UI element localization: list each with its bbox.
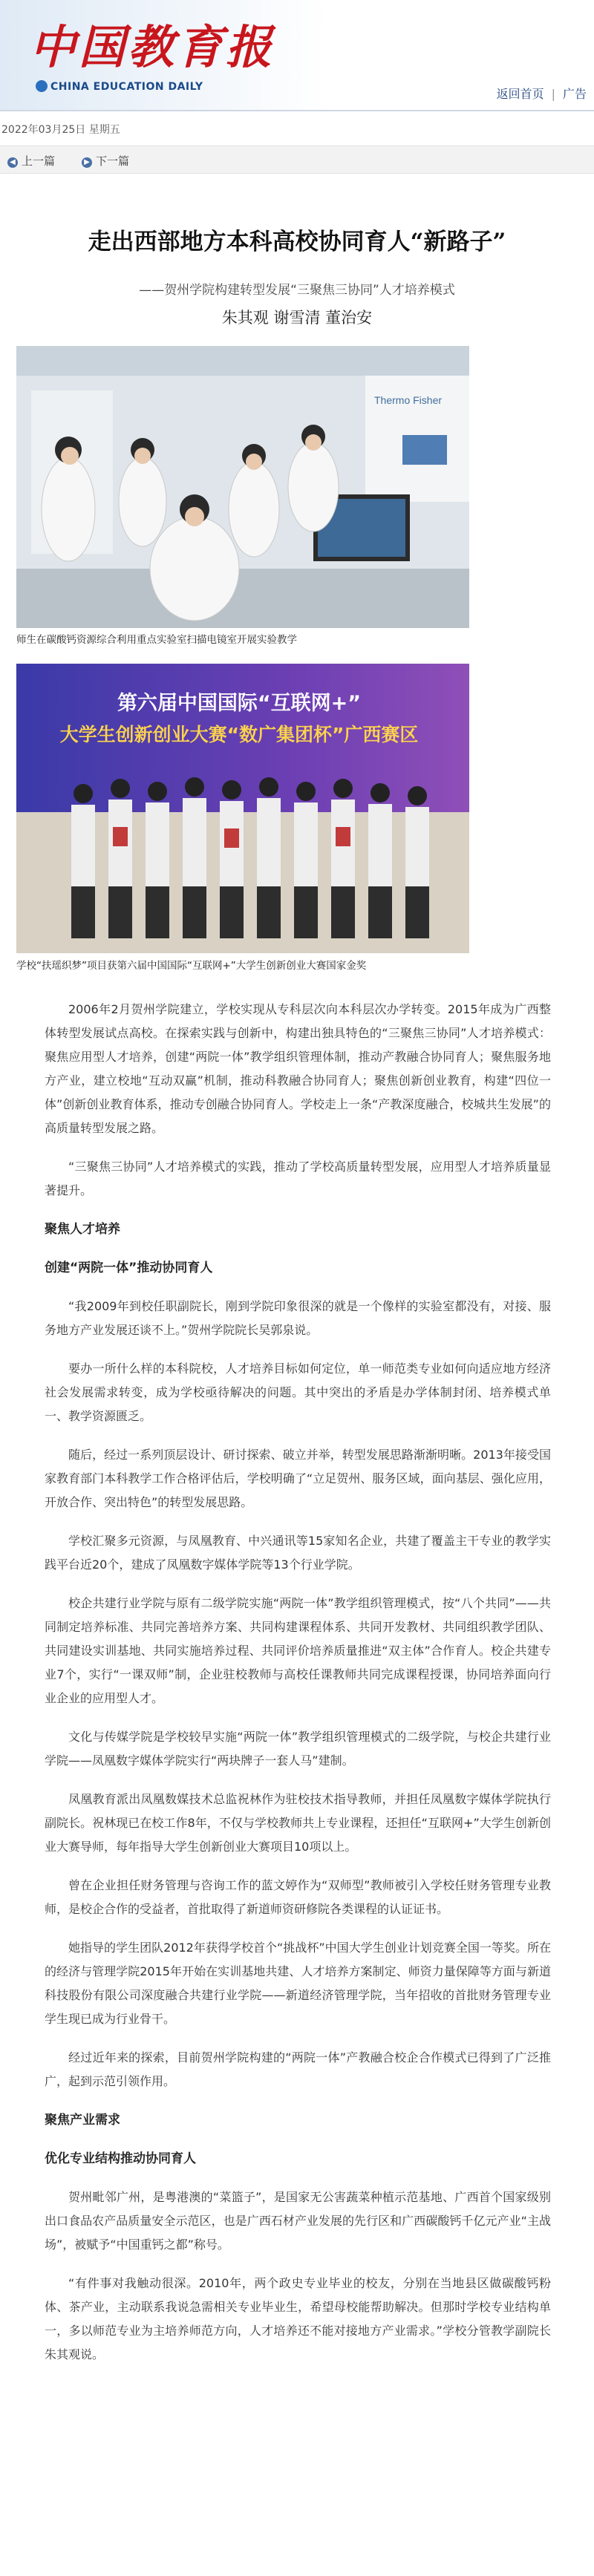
article-pager [0, 146, 594, 174]
prev-label: 上一篇 [22, 154, 56, 168]
lab-photo [16, 346, 469, 628]
paragraph: 凤凰教育派出凤凰数媒技术总监祝林作为驻校技术指导教师，并担任凤凰数字媒体学院执行副院长。祝林现已在校工作8年，不仅与学校教师共上专业课程，还担任“互联网+”大学生创新创业大赛导师，每年指导大学生创新创业大赛项目10项以上。 [45, 1792, 551, 1854]
globe-icon [36, 80, 48, 92]
article-authors: 朱其观 谢雪清 董治安 [221, 309, 373, 327]
paragraph: 学校汇聚多元资源，与凤凰教育、中兴通讯等15家知名企业，共建了覆盖主干专业的教学实践平台近20个，建成了凤凰数字媒体学院等13个行业学院。 [45, 1534, 551, 1572]
logo-en-text: CHINA EDUCATION DAILY [50, 81, 203, 93]
paragraph: “有件事对我触动很深。2010年，两个政史专业毕业的校友，分别在当地县区做碳酸钙粉体、茶产业，主动联系我说急需相关专业毕业生，希望母校能帮助解决。但那时学校专业结构单一，多以师范专业为主培养师范方向，人才培养还不能对接地方产业需求。”学校分管教学副院长朱其观说。 [45, 2276, 551, 2361]
paragraph: 曾在企业担任财务管理与咨询工作的蓝文婷作为“双师型”教师被引入学校任财务管理专业教师，是校企合作的受益者，首批取得了新道师资研修院各类课程的认证证书。 [45, 1878, 551, 1916]
banner-line2: 大学生创新创业大赛“数广集团杯”广西赛区 [59, 724, 419, 745]
newspaper-logo[interactable]: 中国教育报 [30, 20, 275, 74]
top-nav [497, 85, 587, 102]
paragraph: 2006年2月贺州学院建立，学校实现从专科层次向本科层次办学转变。2015年成为广西整体转型发展试点高校。在探索实践与创新中，构建出独具特色的“三聚焦三协同”人才培养模式：聚焦应用型人才培养，创建“两院一体”教学组织管理体制，推动产教融合协同育人；聚焦服务地方产业，建立校地“互动双赢”机制，推动科教融合协同育人；聚焦创新创业教育，构建“四位一体”创新创业教育体系，推动专创融合协同育人。学校走上一条“产教深度融合，校城共生发展”的高质量转型发展之路。 [45, 1002, 551, 1135]
newspaper-logo-english [36, 80, 203, 93]
nav-separator: | [551, 87, 555, 101]
paragraph: 文化与传媒学院是学校较早实施“两院一体”教学组织管理模式的二级学院，与校企共建行业学院——凤凰数字媒体学院实行“两块牌子一套人马”建制。 [45, 1730, 551, 1768]
banner-line1: 第六届中国国际“互联网+” [117, 692, 362, 715]
paragraph: 校企共建行业学院与原有二级学院实施“两院一体”教学组织管理模式，按“八个共同”——共同制定培养标准、共同完善培养方案、共同构建课程体系、共同开发教材、共同组织教学团队、共同建设实训基地、共同实施培养过程、共同评价培养质量推进“双主体”合作育人。校企共建专业7个，实行“一课双师”制，企业驻校教师与高校任课教师共同完成课程授课，协同培养面向行业企业的应用型人才。 [45, 1596, 551, 1705]
issue-date: 2022年03月25日 星期五 [1, 124, 120, 136]
paragraph: 要办一所什么样的本科院校，人才培养目标如何定位，单一师范类专业如何向适应地方经济社会发展需求转变，成为学校亟待解决的问题。其中突出的矛盾是办学体制封闭、培养模式单一、教学资源匮乏。 [45, 1361, 551, 1423]
masthead [0, 0, 594, 111]
paragraph: 经过近年来的探索，目前贺州学院构建的“两院一体”产教融合校企合作模式已得到了广泛推广，起到示范引领作用。 [45, 2050, 551, 2088]
arrow-right-icon: ▶ [82, 157, 92, 168]
section2-heading: 聚焦产业需求 [45, 2113, 120, 2128]
home-link[interactable]: 返回首页 [496, 87, 544, 101]
award-photo [16, 664, 469, 953]
paragraph: 贺州毗邻广州，是粤港澳的“菜篮子”，是国家无公害蔬菜种植示范基地、广西首个国家级别出口食品农产品质量安全示范区，也是广西石材产业发展的先行区和广西碳酸钙千亿元产业“主战场”，被赋予“中国重钙之都”称号。 [45, 2190, 551, 2252]
section2-subheading: 优化专业结构推动协同育人 [45, 2151, 196, 2166]
section1-subheading: 创建“两院一体”推动协同育人 [45, 1261, 213, 1275]
award-photo-illustration [16, 664, 469, 953]
paragraph: “三聚焦三协同”人才培养模式的实践，推动了学校高质量转型发展，应用型人才培养质量显著提升。 [45, 1160, 551, 1197]
ad-link[interactable]: 广告 [562, 87, 587, 101]
paragraph: “我2009年到校任职副院长，刚到学院印象很深的就是一个像样的实验室都没有，对接、服务地方产业发展还谈不上。”贺州学院院长吴郭泉说。 [45, 1299, 551, 1337]
photo1-brand-text: Thermo Fisher [374, 394, 443, 406]
prev-article-button[interactable] [7, 153, 55, 169]
article-subtitle: ——贺州学院构建转型发展“三聚焦三协同”人才培养模式 [139, 283, 455, 298]
article-title: 走出西部地方本科高校协同育人“新路子” [88, 229, 506, 255]
photo2-caption: 学校“扶瑶织梦”项目获第六届中国国际“互联网+”大学生创新创业大赛国家金奖 [16, 960, 367, 972]
next-article-button[interactable] [82, 153, 129, 169]
article-body [45, 998, 551, 2382]
paragraph: 随后，经过一系列顶层设计、研讨探索、破立并举，转型发展思路渐渐明晰。2013年接受国家教育部门本科教学工作合格评估后，学校明确了“立足贺州、服务区域，面向基层、强化应用，开放合作、突出特色”的转型发展思路。 [45, 1448, 551, 1509]
arrow-left-icon: ◀ [7, 157, 18, 168]
photo1-caption: 师生在碳酸钙资源综合利用重点实验室扫描电镜室开展实验教学 [16, 634, 297, 646]
section1-heading: 聚焦人才培养 [45, 1222, 120, 1237]
lab-photo-illustration [16, 346, 469, 628]
paragraph: 她指导的学生团队2012年获得学校首个“挑战杯”中国大学生创业计划竞赛全国一等奖。所在的经济与管理学院2015年开始在实训基地共建、人才培养方案制定、师资力量保障等方面与新道科技股份有限公司深度融合共建行业学院——新道经济管理学院，当年招收的首批财务管理专业学生现已成为行业骨干。 [45, 1941, 551, 2026]
next-label: 下一篇 [96, 154, 130, 168]
header-divider [0, 110, 594, 111]
